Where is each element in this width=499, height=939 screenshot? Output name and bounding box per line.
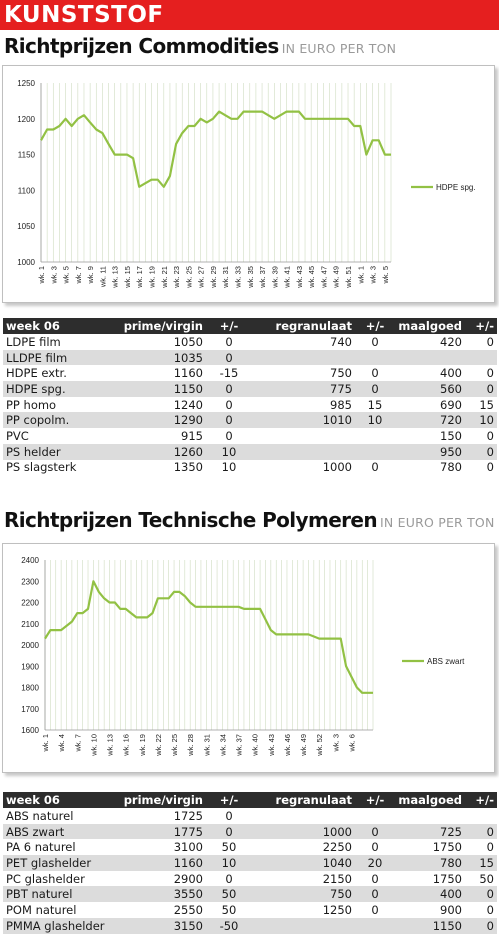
x-tick-label: wk. 46 — [282, 734, 292, 756]
table-cell-prime-virgin: 2900 — [173, 871, 203, 886]
x-tick-label: wk. 40 — [250, 734, 260, 756]
table-cell-prime-virgin: 1775 — [115, 824, 206, 840]
y-tick-label: 1900 — [21, 662, 39, 672]
y-tick-label: 1700 — [21, 704, 39, 714]
x-tick-label: wk. 37 — [258, 266, 268, 288]
table-cell-prime-virgin: 1350 — [173, 460, 203, 475]
section-title-text: Richtprijzen Technische Polymeren — [4, 508, 378, 532]
x-tick-label: wk. 15 — [122, 266, 132, 288]
table-cell-regranulaat: 1040 — [252, 855, 355, 871]
table-cell-product: PET glashelder — [3, 855, 115, 871]
table-cell-prime-change: 50 — [221, 840, 237, 855]
table-cell-regranulaat-change: 0 — [355, 886, 395, 902]
table-cell-product: LLDPE film — [3, 350, 115, 366]
table-cell-prime-change: 50 — [221, 902, 237, 917]
table-cell-product: PC glashelder — [6, 871, 85, 886]
commodities-price-table — [3, 318, 497, 475]
section-unit-text: IN EURO PER TON — [380, 515, 495, 530]
table-cell-maalgoed-change — [465, 808, 497, 824]
series-line-abs-zwart — [45, 581, 373, 693]
x-tick-label: wk. 25 — [184, 266, 194, 288]
column-header-regranulaat-change: +/- — [355, 318, 395, 334]
x-tick-label: wk. 11 — [98, 266, 108, 288]
y-tick-label: 2200 — [21, 598, 39, 608]
table-cell-maalgoed: 560 — [395, 381, 465, 397]
technical-polymers-price-table — [3, 792, 497, 934]
x-tick-label: wk. 49 — [331, 266, 341, 288]
table-cell-regranulaat — [252, 428, 355, 444]
table-cell-maalgoed-change: 0 — [486, 366, 494, 381]
table-cell-regranulaat — [252, 808, 355, 824]
commodities-chart — [2, 65, 495, 303]
x-tick-label: wk. 45 — [307, 266, 317, 288]
table-row — [3, 365, 497, 381]
table-cell-prime-change: 0 — [225, 334, 233, 349]
table-cell-maalgoed-change: 0 — [465, 886, 497, 902]
table-cell-prime-change: 10 — [206, 855, 252, 871]
x-tick-label: wk. 13 — [110, 266, 120, 288]
column-header-regranulaat: regranulaat — [252, 318, 355, 334]
table-cell-regranulaat-change — [355, 350, 395, 366]
table-cell-regranulaat-change: 0 — [371, 334, 379, 349]
x-tick-label: wk. 41 — [282, 266, 292, 288]
table-cell-prime-virgin: 3550 — [115, 886, 206, 902]
table-cell-maalgoed-change: 0 — [486, 334, 494, 349]
commodities-chart-svg — [3, 66, 496, 304]
table-cell-prime-change: 0 — [206, 412, 252, 428]
table-cell-maalgoed-change: 0 — [486, 840, 494, 855]
table-cell-regranulaat — [252, 918, 355, 934]
table-cell-product: ABS naturel — [6, 808, 74, 823]
table-cell-maalgoed: 1750 — [432, 840, 462, 855]
table-row — [3, 808, 497, 824]
table-cell-maalgoed-change: 15 — [465, 855, 497, 871]
technical-polymers-chart — [2, 543, 495, 773]
section-title-text: Richtprijzen Commodities — [4, 34, 279, 58]
table-cell-maalgoed: 900 — [440, 902, 462, 917]
table-cell-regranulaat: 1000 — [252, 824, 355, 840]
table-cell-prime-change: 0 — [225, 871, 233, 886]
table-cell-regranulaat: 2250 — [322, 840, 352, 855]
table-cell-maalgoed — [395, 808, 465, 824]
column-header-product: week 06 — [3, 792, 115, 808]
table-row — [3, 412, 497, 428]
table-cell-maalgoed-change: 0 — [486, 460, 494, 475]
table-cell-regranulaat: 740 — [330, 334, 352, 349]
table-cell-regranulaat-change: 20 — [355, 855, 395, 871]
x-tick-label: wk. 19 — [147, 266, 157, 288]
table-cell-prime-change: 10 — [206, 444, 252, 460]
column-header-maalgoed: maalgoed — [395, 318, 465, 334]
section-unit-text: IN EURO PER TON — [281, 41, 397, 56]
table-cell-product: HDPE spg. — [3, 381, 115, 397]
table-cell-regranulaat-change: 0 — [371, 460, 379, 475]
column-header-prime-virgin: prime/virgin — [115, 318, 206, 334]
column-header-prime-virgin: prime/virgin — [115, 792, 206, 808]
y-tick-label: 2000 — [21, 641, 39, 650]
table-cell-maalgoed-change — [465, 350, 497, 366]
table-header-row — [3, 792, 497, 808]
table-cell-product: PVC — [6, 428, 29, 443]
table-cell-product: PP homo — [6, 397, 57, 412]
table-cell-maalgoed — [395, 350, 465, 366]
x-tick-label: wk. 23 — [172, 266, 182, 288]
banner-label: KUNSTSTOF — [4, 2, 164, 28]
table-cell-maalgoed-change: 0 — [465, 444, 497, 460]
table-cell-maalgoed: 150 — [440, 428, 462, 443]
x-tick-label: wk. 21 — [159, 266, 169, 288]
x-tick-label: wk. 29 — [208, 266, 218, 288]
x-tick-label: wk. 52 — [315, 734, 325, 756]
y-tick-label: 2400 — [21, 556, 39, 565]
table-cell-prime-change: 0 — [206, 824, 252, 840]
table-cell-regranulaat-change: 0 — [371, 366, 379, 381]
table-cell-maalgoed-change: 0 — [465, 824, 497, 840]
legend-label: HDPE spg. — [436, 183, 476, 192]
table-cell-regranulaat-change: 15 — [367, 397, 383, 412]
table-cell-prime-change: 10 — [221, 460, 237, 475]
x-tick-label: wk. 43 — [294, 266, 304, 288]
table-cell-maalgoed-change: 10 — [465, 412, 497, 428]
table-cell-regranulaat-change: 0 — [355, 381, 395, 397]
legend-label: ABS zwart — [427, 657, 465, 666]
table-cell-prime-virgin: 1035 — [115, 350, 206, 366]
table-header-row — [3, 318, 497, 334]
table-row — [3, 871, 497, 887]
table-cell-maalgoed: 400 — [440, 366, 462, 381]
table-cell-prime-change: 0 — [225, 808, 233, 823]
column-header-maalgoed: maalgoed — [395, 792, 465, 808]
column-header-prime-change: +/- — [206, 318, 252, 334]
table-cell-maalgoed: 725 — [395, 824, 465, 840]
table-cell-maalgoed: 690 — [440, 397, 462, 412]
column-header-product: week 06 — [3, 318, 115, 334]
table-cell-regranulaat-change: 0 — [355, 824, 395, 840]
y-tick-label: 1050 — [17, 222, 35, 232]
table-cell-regranulaat-change — [355, 428, 395, 444]
table-cell-regranulaat — [252, 350, 355, 366]
table-cell-maalgoed-change: 0 — [486, 428, 494, 443]
table-cell-prime-virgin: 1160 — [173, 366, 203, 381]
table-cell-prime-virgin: 1160 — [115, 855, 206, 871]
x-tick-label: wk. 43 — [266, 734, 276, 756]
x-tick-label: wk. 10 — [89, 734, 99, 756]
table-cell-prime-change: 0 — [225, 428, 233, 443]
x-tick-label: wk. 3 — [49, 266, 59, 284]
table-cell-regranulaat-change — [355, 918, 395, 934]
x-tick-label: wk. 31 — [221, 266, 231, 288]
column-header-maalgoed-change: +/- — [465, 792, 497, 808]
y-tick-label: 1100 — [17, 186, 35, 196]
column-header-prime-change: +/- — [206, 792, 252, 808]
y-tick-label: 1250 — [17, 79, 35, 88]
table-cell-regranulaat: 2150 — [322, 871, 352, 886]
x-tick-label: wk. 47 — [319, 266, 329, 288]
table-row — [3, 839, 497, 855]
x-tick-label: wk. 37 — [234, 734, 244, 756]
x-tick-label: wk. 22 — [153, 734, 163, 756]
table-row — [3, 918, 497, 934]
table-cell-prime-change: 0 — [206, 381, 252, 397]
x-tick-label: wk. 25 — [170, 734, 180, 756]
y-tick-label: 1200 — [17, 114, 35, 124]
table-cell-product: PP copolm. — [3, 412, 115, 428]
table-cell-prime-virgin: 3100 — [173, 840, 203, 855]
y-tick-label: 1000 — [17, 258, 35, 267]
section-title-commodities — [4, 34, 396, 58]
y-tick-label: 1600 — [21, 726, 39, 735]
series-line-hdpe-spg- — [41, 112, 391, 187]
table-cell-maalgoed-change: 50 — [479, 871, 494, 886]
table-cell-product: PMMA glashelder — [3, 918, 115, 934]
table-cell-regranulaat-change: 10 — [355, 412, 395, 428]
table-cell-regranulaat: 1010 — [252, 412, 355, 428]
table-row — [3, 886, 497, 902]
table-row — [3, 460, 497, 476]
table-cell-product: PS helder — [3, 444, 115, 460]
table-row — [3, 334, 497, 350]
x-tick-label: wk. 1 — [41, 734, 50, 752]
table-cell-prime-change: -50 — [206, 918, 252, 934]
y-tick-label: 1800 — [21, 683, 39, 693]
table-cell-maalgoed: 780 — [440, 460, 462, 475]
table-cell-product: LDPE film — [6, 334, 61, 349]
x-tick-label: wk. 13 — [105, 734, 115, 756]
table-cell-prime-change: 0 — [206, 350, 252, 366]
table-cell-maalgoed: 780 — [395, 855, 465, 871]
table-cell-regranulaat: 750 — [252, 886, 355, 902]
table-row — [3, 444, 497, 460]
column-header-maalgoed-change: +/- — [465, 318, 497, 334]
x-tick-label: wk. 19 — [137, 734, 147, 756]
x-tick-label: wk. 6 — [347, 734, 357, 752]
y-tick-label: 2300 — [21, 577, 39, 587]
table-cell-regranulaat — [252, 444, 355, 460]
x-tick-label: wk. 1 — [37, 266, 46, 284]
x-tick-label: wk. 4 — [57, 734, 67, 752]
table-cell-regranulaat-change: 0 — [371, 902, 379, 917]
x-tick-label: wk. 51 — [344, 266, 354, 288]
table-cell-regranulaat: 775 — [252, 381, 355, 397]
x-tick-label: wk. 35 — [245, 266, 255, 288]
table-cell-maalgoed: 400 — [395, 886, 465, 902]
table-cell-prime-virgin: 915 — [181, 428, 203, 443]
table-cell-prime-virgin: 2550 — [173, 902, 203, 917]
section-banner — [0, 0, 499, 30]
table-cell-prime-change: 0 — [225, 397, 233, 412]
table-cell-regranulaat-change — [355, 444, 395, 460]
x-tick-label: wk. 9 — [86, 266, 96, 284]
table-cell-prime-virgin: 3150 — [115, 918, 206, 934]
table-cell-product: POM naturel — [6, 902, 77, 917]
column-header-regranulaat: regranulaat — [252, 792, 355, 808]
table-cell-regranulaat: 1000 — [322, 460, 352, 475]
table-cell-prime-virgin: 1240 — [173, 397, 203, 412]
table-cell-product: PBT naturel — [3, 886, 115, 902]
table-cell-maalgoed-change: 0 — [486, 902, 494, 917]
y-tick-label: 1150 — [17, 150, 35, 160]
table-cell-maalgoed: 1750 — [432, 871, 462, 886]
table-cell-regranulaat: 1250 — [322, 902, 352, 917]
x-tick-label: wk. 3 — [368, 266, 378, 284]
x-tick-label: wk. 49 — [299, 734, 309, 756]
table-cell-prime-virgin: 1290 — [115, 412, 206, 428]
technical-polymers-chart-svg — [3, 544, 496, 774]
x-tick-label: wk. 34 — [218, 734, 228, 756]
table-row — [3, 428, 497, 444]
x-tick-label: wk. 3 — [331, 734, 341, 752]
x-tick-label: wk. 31 — [202, 734, 212, 756]
table-cell-prime-virgin: 1725 — [173, 808, 203, 823]
table-cell-regranulaat: 985 — [330, 397, 352, 412]
table-cell-maalgoed-change: 15 — [479, 397, 494, 412]
x-tick-label: wk. 1 — [356, 266, 366, 284]
table-cell-regranulaat-change: 0 — [371, 871, 379, 886]
table-cell-product: HDPE extr. — [6, 366, 67, 381]
x-tick-label: wk. 28 — [186, 734, 196, 756]
table-cell-product: PS slagsterk — [6, 460, 77, 475]
table-cell-product: ABS zwart — [3, 824, 115, 840]
table-row — [3, 855, 497, 871]
x-tick-label: wk. 5 — [61, 266, 71, 284]
table-cell-prime-change: 50 — [206, 886, 252, 902]
table-cell-prime-change: -15 — [219, 366, 239, 381]
table-row — [3, 350, 497, 366]
table-cell-maalgoed: 1150 — [395, 918, 465, 934]
table-cell-prime-virgin: 1050 — [173, 334, 203, 349]
x-tick-label: wk. 39 — [270, 266, 280, 288]
x-tick-label: wk. 27 — [196, 266, 206, 288]
table-cell-maalgoed-change: 0 — [465, 381, 497, 397]
table-cell-maalgoed: 420 — [440, 334, 462, 349]
table-row — [3, 824, 497, 840]
table-cell-prime-virgin: 1150 — [115, 381, 206, 397]
x-tick-label: wk. 16 — [121, 734, 131, 756]
section-title-technical — [4, 508, 495, 532]
x-tick-label: wk. 5 — [380, 266, 390, 284]
table-cell-maalgoed-change: 0 — [465, 918, 497, 934]
x-tick-label: wk. 33 — [233, 266, 243, 288]
table-cell-prime-virgin: 1260 — [115, 444, 206, 460]
y-tick-label: 2100 — [21, 619, 39, 629]
column-header-regranulaat-change: +/- — [355, 792, 395, 808]
table-row — [3, 902, 497, 918]
x-tick-label: wk. 7 — [73, 266, 83, 284]
table-cell-regranulaat: 750 — [330, 366, 352, 381]
table-cell-maalgoed: 720 — [395, 412, 465, 428]
table-cell-regranulaat-change: 0 — [371, 840, 379, 855]
table-cell-regranulaat-change — [355, 808, 395, 824]
x-tick-label: wk. 17 — [135, 266, 145, 288]
table-row — [3, 381, 497, 397]
table-cell-maalgoed: 950 — [395, 444, 465, 460]
x-tick-label: wk. 7 — [73, 734, 83, 752]
table-row — [3, 397, 497, 413]
table-cell-product: PA 6 naturel — [6, 840, 76, 855]
